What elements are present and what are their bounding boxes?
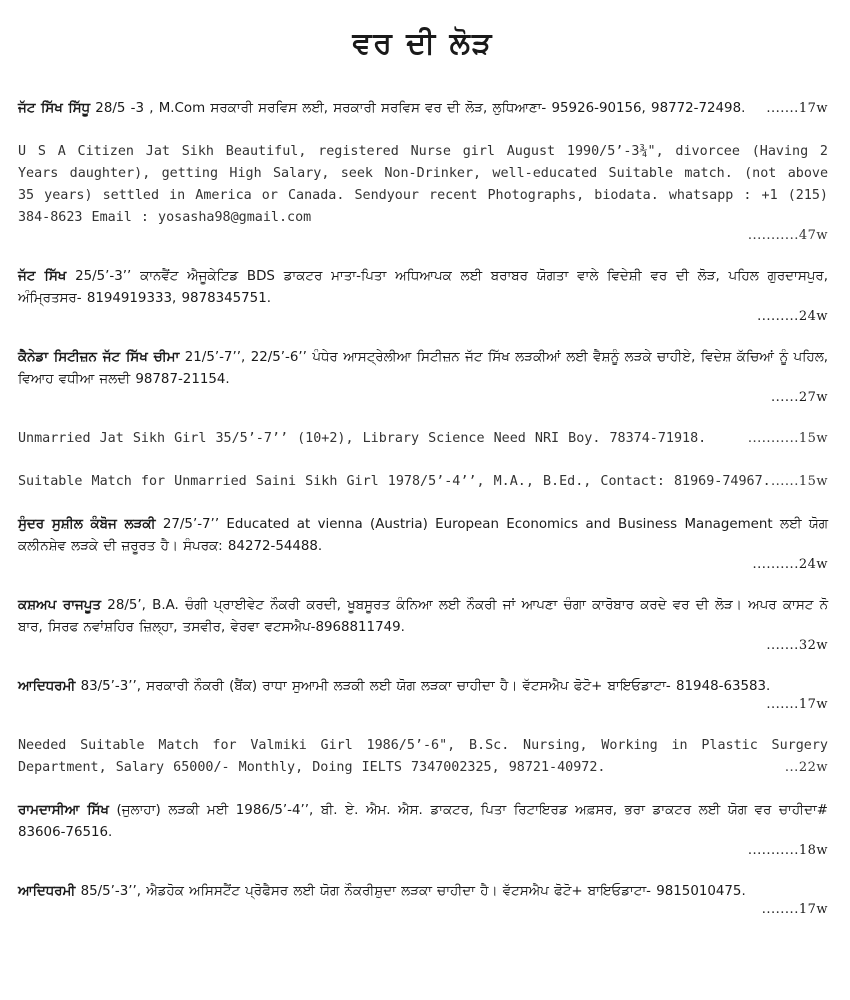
ad-heading: ਆਦਿਧਰਮੀ — [18, 884, 76, 899]
ad-body: Needed Suitable Match for Valmiki Girl 1986/5’-6", B.Sc. Nursing, Working in Plastic Surgery Department, Salary 65000/- Monthly, Doing IELTS 7347002325, 98721-40972. — [18, 738, 828, 775]
ad-body: (ਜੁਲਾਹਾ) ਲੜਕੀ ਮਈ 1986/5’-4’’, ਬੀ. ਏ. ਐਮ. ਐਸ. ਡਾਕਟਰ, ਪਿਤਾ ਰਿਟਾਇਰਡ ਅਫ਼ਸਰ, ਭਰਾ ਡਾਕਟਰ ਲਈ ਯੋਗ ਵਰ ਚਾਹੀਦਾ# 83606-76516. — [18, 803, 828, 840]
ad-body: U S A Citizen Jat Sikh Beautiful, registered Nurse girl August 1990/5’-3¾", divorcee (Having 2 Years daughter), getting High Salary, seek Non-Drinker, well-educated Suitable match. (not above 35 years) settled in America or Canada. Sendyour recent Photographs, biodata. whatsapp : +1 (215) 384-8623 Email : yosasha98@gmail.com — [18, 144, 828, 225]
ad-body: 28/5 -3 , M.Com ਸਰਕਾਰੀ ਸਰਵਿਸ ਲਈ, ਸਰਕਾਰੀ ਸਰਵਿਸ ਵਰ ਦੀ ਲੋੜ, ਲੁਧਿਆਣਾ- 95926-90156, 98772-72498. — [90, 101, 746, 116]
ad-heading: ਕਸ਼ਅਪ ਰਾਜਪੂਤ — [18, 598, 101, 613]
ad-heading: ਸੁੰਦਰ ਸੁਸ਼ੀਲ ਕੰਬੋਜ ਲੜਕੀ — [18, 517, 156, 532]
ad-code: ...........15w — [747, 431, 828, 446]
ad-code: .........24w — [757, 309, 828, 324]
ad-body: 85/5’-3’’, ਐਡਹੋਕ ਅਸਿਸਟੈਂਟ ਪ੍ਰੋਫੈਸਰ ਲਈ ਯੋਗ ਨੌਕਰੀਸ਼ੁਦਾ ਲੜਕਾ ਚਾਹੀਦਾ ਹੈ। ਵੱਟਸਐਪ ਫੋਟੋ+ ਬਾਇਓਡਾਟਾ- 9815010475. — [75, 884, 746, 899]
classified-ad — [18, 98, 828, 120]
ad-heading: ਜੱਟ ਸਿੱਖ ਸਿੱਧੂ — [18, 101, 91, 116]
ad-body: Unmarried Jat Sikh Girl 35/5’-7’’ (10+2), Library Science Need NRI Boy. 78374-71918. — [18, 431, 707, 446]
classified-ad — [18, 471, 828, 493]
ad-body: Suitable Match for Unmarried Saini Sikh Girl 1978/5’-4’’, M.A., B.Ed., Contact: 81969-74967. — [18, 474, 771, 489]
classified-ad — [18, 141, 828, 245]
ad-heading: ਆਦਿਧਰਮੀ — [18, 679, 76, 694]
classified-ad — [18, 595, 828, 655]
ad-code: ........17w — [761, 902, 828, 917]
classified-ad — [18, 347, 828, 407]
ad-body: 21/5’-7’’, 22/5’-6’’ ਪੰਧੇਰ ਆਸਟ੍ਰੇਲੀਆ ਸਿਟੀਜ਼ਨ ਜੱਟ ਸਿੱਖ ਲੜਕੀਆਂ ਲਈ ਵੈਸ਼ਨੂੰ ਲੜਕੇ ਚਾਹੀਏ, ਵਿਦੇਸ਼ ਕੱਚਿਆਂ ਨੂੰ ਪਹਿਲ, ਵਿਆਹ ਵਧੀਆ ਜਲਦੀ 98787-21154. — [18, 350, 828, 387]
classified-ad — [18, 676, 828, 714]
ad-body: 28/5’, B.A. ਚੰਗੀ ਪ੍ਰਾਈਵੇਟ ਨੌਕਰੀ ਕਰਦੀ, ਖੂਬਸੂਰਤ ਕੰਨਿਆ ਲਈ ਨੌਕਰੀ ਜਾਂ ਆਪਣਾ ਚੰਗਾ ਕਾਰੋਬਾਰ ਕਰਦੇ ਵਰ ਦੀ ਲੋੜ। ਅਪਰ ਕਾਸਟ ਨੋ ਬਾਰ, ਸਿਰਫ ਨਵਾਂਸ਼ਹਿਰ ਜ਼ਿਲ੍ਹਾ, ਤਸਵੀਰ, ਵੇਰਵਾ ਵਟਸਐਪ-8968811749. — [18, 598, 828, 635]
ad-code: .......17w — [766, 101, 828, 116]
ad-code: ...........47w — [747, 228, 828, 243]
classified-ad — [18, 800, 828, 860]
ad-body: 25/5’-3’’ ਕਾਨਵੈਂਟ ਐਜੂਕੇਟਿਡ BDS ਡਾਕਟਰ ਮਾਤਾ-ਪਿਤਾ ਅਧਿਆਪਕ ਲਈ ਬਰਾਬਰ ਯੋਗਤਾ ਵਾਲੇ ਵਿਦੇਸ਼ੀ ਵਰ ਦੀ ਲੋੜ, ਪਹਿਲ ਗੁਰਦਾਸਪੁਰ, ਅੰਮ੍ਰਿਤਸਰ- 8194919333, 9878345751. — [18, 269, 828, 306]
classified-ad — [18, 735, 828, 779]
classified-ad — [18, 881, 828, 919]
ad-code: ......27w — [771, 390, 828, 405]
page-title: ਵਰ ਦੀ ਲੋੜ — [352, 26, 494, 61]
classified-ad — [18, 266, 828, 326]
ad-heading: ਜੱਟ ਸਿੱਖ — [18, 269, 67, 284]
ad-code: .......17w — [766, 697, 828, 712]
ad-heading: ਰਾਮਦਾਸੀਆ ਸਿੱਖ — [18, 803, 109, 818]
ad-heading: ਕੈਨੇਡਾ ਸਿਟੀਜ਼ਨ ਜੱਟ ਸਿੱਖ ਚੀਮਾ — [18, 350, 180, 365]
ad-code: .......32w — [766, 638, 828, 653]
ad-code: ...22w — [784, 760, 828, 775]
ad-code: ......15w — [771, 474, 828, 489]
classified-ad — [18, 428, 828, 450]
ad-code: ..........24w — [752, 557, 828, 572]
classified-ad — [18, 514, 828, 574]
ad-body: 83/5’-3’’, ਸਰਕਾਰੀ ਨੌਕਰੀ (ਬੈਂਕ) ਰਾਧਾ ਸੁਆਮੀ ਲੜਕੀ ਲਈ ਯੋਗ ਲੜਕਾ ਚਾਹੀਦਾ ਹੈ। ਵੱਟਸਐਪ ਫੋਟੋ+ ਬਾਇਓਡਾਟਾ- 81948-63583. — [75, 679, 771, 694]
ad-body: 27/5’-7’’ Educated at vienna (Austria) European Economics and Business Management ਲਈ ਯੋਗ ਕਲੀਨਸ਼ੇਵ ਲੜਕੇ ਦੀ ਜ਼ਰੂਰਤ ਹੈ। ਸੰਪਰਕ: 84272-54488. — [18, 517, 829, 554]
ad-code: ...........18w — [747, 843, 828, 858]
